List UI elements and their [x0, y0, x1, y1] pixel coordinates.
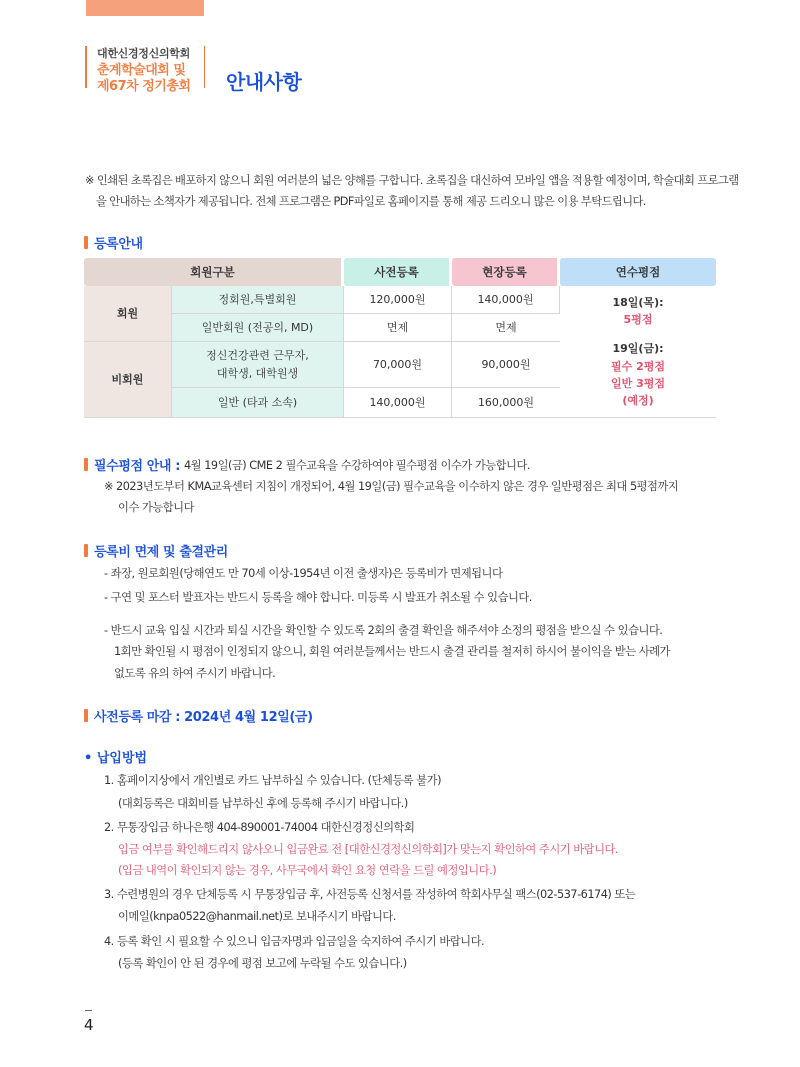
group-member: 회원	[84, 286, 172, 342]
site-fee-cell: 면제	[452, 314, 560, 342]
col-header-credits: 연수평점	[560, 258, 716, 286]
required-credit-section	[84, 455, 530, 474]
deadline-section-title	[84, 706, 313, 725]
exemption-title-text: 등록비 면제 및 출결관리	[94, 545, 228, 560]
site-fee-cell: 160,000원	[452, 388, 560, 418]
payment-step-1a: 1. 홈페이지상에서 개인별로 카드 납부하실 수 있습니다. (단체등록 불가)	[104, 774, 441, 787]
deadline-title-text: 사전등록 마감 : 2024년 4월 12일(금)	[94, 710, 313, 725]
member-type-line2: 대학생, 대학원생	[216, 366, 299, 380]
payment-step-4a: 4. 등록 확인 시 필요할 수 있으니 입금자명과 입금일을 숙지하여 주시기 바랍니다.	[104, 935, 485, 948]
member-type-cell	[172, 342, 344, 388]
header-org: 대한신경정신의학회	[97, 47, 190, 60]
page-number-rule	[85, 1010, 92, 1011]
payment-step-3b: 이메일(knpa0522@hanmail.net)로 보내주시기 바랍니다.	[118, 910, 396, 923]
required-credit-note-2: 이수 가능합니다	[118, 501, 194, 514]
payment-step-2c: (입금 내역이 확인되지 않는 경우, 사무국에서 확인 요청 연락을 드릴 예정입니다.)	[118, 864, 497, 877]
exemption-section-title	[84, 541, 228, 560]
group-nonmember: 비회원	[84, 342, 172, 418]
notice-line-2: 을 안내하는 소책자가 제공됩니다. 전체 프로그램은 PDF파일로 홈페이지를 통해 제공 드리오니 많은 이용 부탁드립니다.	[96, 195, 646, 208]
payment-step-2b: 입금 여부를 확인해드리지 않사오니 입금완료 전 [대한신경정신의학회]가 맞는지 확인하여 주시기 바랍니다.	[118, 843, 618, 856]
required-credit-title: 필수평점 안내 :	[94, 459, 180, 474]
registration-title-text: 등록안내	[94, 237, 143, 252]
exemption-item-1: - 좌장, 원로회원(당해연도 만 70세 이상-1954년 이전 출생자)은 등록비가 면제됩니다	[104, 567, 503, 580]
payment-step-2a: 2. 무통장입금 하나은행 404-890001-74004 대한신경정신의학회	[104, 821, 415, 834]
header-event-line1: 춘계학술대회 및	[97, 63, 186, 78]
payment-step-3a: 3. 수련병원의 경우 단체등록 시 무통장입금 후, 사전등록 신청서를 작성하여 학회사무실 팩스(02-537-6174) 또는	[104, 888, 636, 901]
member-type-cell: 정회원,특별회원	[172, 286, 344, 314]
payment-step-1b: (대회등록은 대회비를 납부하신 후에 등록해 주시기 바랍니다.)	[118, 797, 408, 810]
pre-fee-cell: 120,000원	[344, 286, 452, 314]
required-credit-note-1: ※ 2023년도부터 KMA교육센터 지침이 개정되어, 4월 19일(금) 필수교육을 이수하지 않은 경우 일반평점은 최대 5평점까지	[104, 480, 679, 493]
payment-step-4b: (등록 확인이 안 된 경우에 평점 보고에 누락될 수도 있습니다.)	[118, 957, 407, 970]
member-type-cell: 일반회원 (전공의, MD)	[172, 314, 344, 342]
exemption-item-2: - 구연 및 포스터 발표자는 반드시 등록을 해야 합니다. 미등록 시 발표가 취소될 수 있습니다.	[104, 591, 532, 604]
section-marker	[84, 458, 88, 471]
pre-fee-cell: 면제	[344, 314, 452, 342]
exemption-item-3b: 1회만 확인될 시 평점이 인정되지 않으니, 회원 여러분들께서는 반드시 출결 관리를 철저히 하시어 불이익을 받는 사례가	[114, 645, 670, 658]
table-row	[84, 286, 716, 314]
header-accent-bar	[85, 46, 87, 88]
registration-table	[84, 258, 716, 418]
exemption-item-3a: - 반드시 교육 입실 시간과 퇴실 시간을 확인할 수 있도록 2회의 출결 확인을 해주셔야 소정의 평점을 받으실 수 있습니다.	[104, 624, 663, 637]
site-fee-cell: 140,000원	[452, 286, 560, 314]
page-title: 안내사항	[226, 70, 302, 94]
credit-day1: 18일(목):	[612, 296, 664, 310]
col-header-preregistration: 사전등록	[344, 258, 452, 286]
section-marker	[84, 709, 88, 722]
credit-day2: 19일(금):	[612, 342, 664, 356]
credit-day2-note: (예정)	[622, 393, 654, 407]
registration-section-title	[84, 233, 143, 252]
col-header-member-type: 회원구분	[84, 258, 344, 286]
table-header-row	[84, 258, 716, 286]
credit-day2-general: 일반 3평점	[611, 376, 665, 390]
header-divider	[204, 46, 205, 88]
credits-cell	[560, 286, 716, 418]
payment-section-title: • 납입방법	[84, 751, 148, 766]
required-credit-text: 4월 19일(금) CME 2 필수교육을 수강하여야 필수평점 이수가 가능합니다.	[184, 458, 530, 472]
member-type-line1: 정신건강관련 근무자,	[206, 349, 309, 363]
page-number: 4	[84, 1016, 94, 1034]
section-marker	[84, 544, 88, 557]
member-type-cell: 일반 (타과 소속)	[172, 388, 344, 418]
section-marker	[84, 236, 88, 249]
notice-line-1: ※ 인쇄된 초록집은 배포하지 않으니 회원 여러분의 넓은 양해를 구합니다. 초록집을 대신하여 모바일 앱을 적용할 예정이며, 학술대회 프로그램	[85, 174, 739, 187]
col-header-onsite: 현장등록	[452, 258, 560, 286]
pre-fee-cell: 70,000원	[344, 342, 452, 388]
top-decor-tab	[86, 0, 204, 16]
exemption-item-3c: 없도록 유의 하여 주시기 바랍니다.	[114, 667, 276, 680]
credit-day2-required: 필수 2평점	[611, 359, 665, 373]
site-fee-cell: 90,000원	[452, 342, 560, 388]
credit-day1-points: 5평점	[623, 313, 653, 327]
header-event-line2: 제67차 정기총회	[97, 79, 191, 94]
pre-fee-cell: 140,000원	[344, 388, 452, 418]
